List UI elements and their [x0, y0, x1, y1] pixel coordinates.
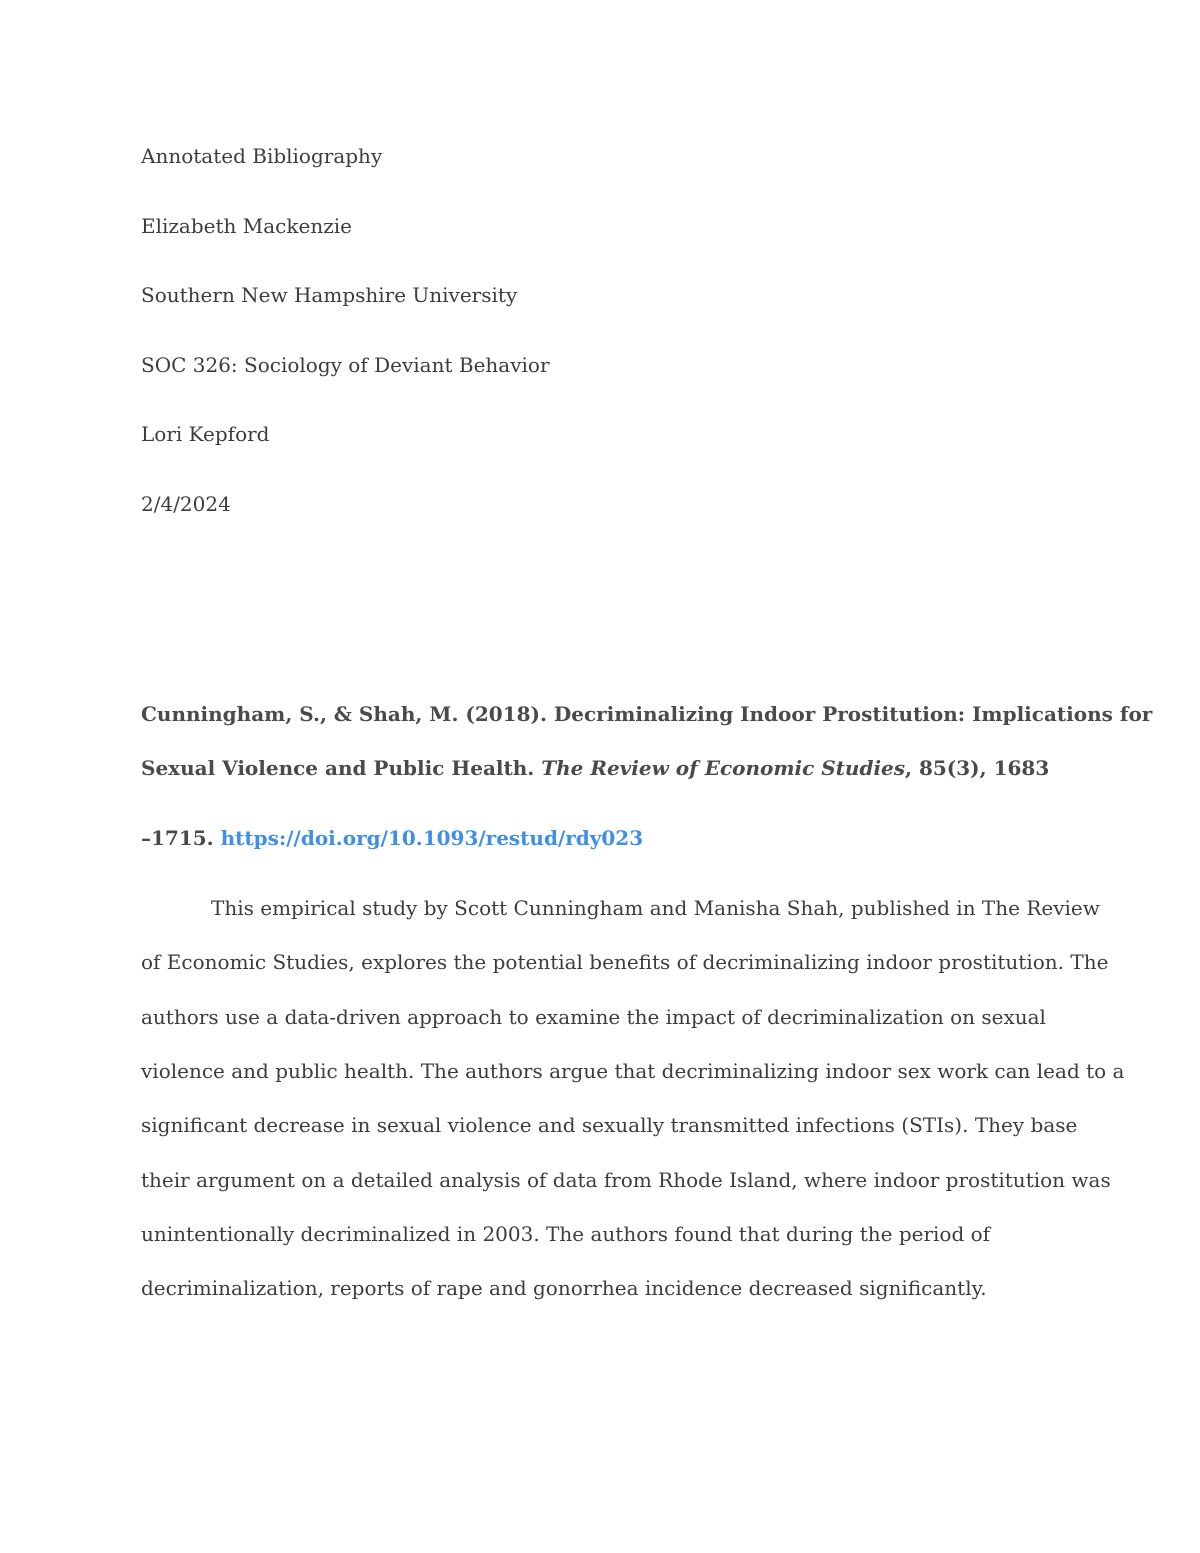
course-name: SOC 326: Sociology of Deviant Behavior: [141, 353, 550, 377]
document-date: 2/4/2024: [141, 492, 231, 516]
citation-line-3: [141, 824, 643, 852]
citation-journal: The Review of Economic Studies: [541, 756, 906, 780]
citation-authors-title: Sexual Violence and Public Health.: [141, 756, 542, 780]
document-title: Annotated Bibliography: [141, 144, 383, 168]
annotation-line: This empirical study by Scott Cunningham and Manisha Shah, published in The Review: [211, 896, 1100, 920]
annotation-line: their argument on a detailed analysis of data from Rhode Island, where indoor prostitution was: [141, 1168, 1111, 1192]
citation-line-1: Cunningham, S., & Shah, M. (2018). Decriminalizing Indoor Prostitution: Implications for: [141, 702, 1153, 726]
annotation-line: significant decrease in sexual violence and sexually transmitted infections (STIs). They base: [141, 1113, 1078, 1137]
citation-volume: , 85(3), 1683: [905, 756, 1050, 780]
instructor-name: Lori Kepford: [141, 422, 270, 446]
doi-link[interactable]: https://doi.org/10.1093/restud/rdy023: [220, 826, 644, 850]
annotation-line: unintentionally decriminalized in 2003. The authors found that during the period of: [141, 1222, 991, 1246]
author-name: Elizabeth Mackenzie: [141, 214, 352, 238]
annotation-line: decriminalization, reports of rape and gonorrhea incidence decreased significantly.: [141, 1276, 987, 1300]
citation-line-2: [141, 754, 1049, 782]
annotation-line: violence and public health. The authors argue that decriminalizing indoor sex work can lead to a: [141, 1059, 1125, 1083]
citation-pages: –1715.: [141, 826, 221, 850]
annotation-line: authors use a data-driven approach to examine the impact of decriminalization on sexual: [141, 1005, 1046, 1029]
annotation-line: of Economic Studies, explores the potential benefits of decriminalizing indoor prostitution. The: [141, 950, 1109, 974]
institution-name: Southern New Hampshire University: [141, 283, 518, 307]
